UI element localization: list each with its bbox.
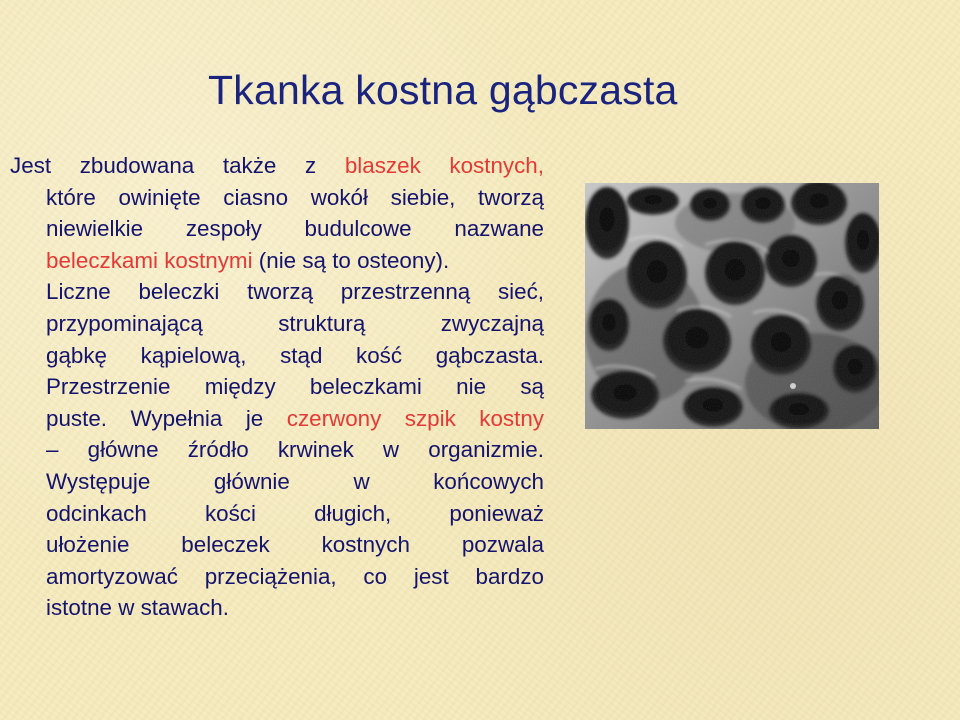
text-line: Liczne beleczki tworzą przestrzenną sieć, bbox=[46, 279, 544, 305]
highlight-czerwony-szpik: czerwony szpik kostny bbox=[286, 405, 544, 431]
text-line bbox=[10, 245, 544, 277]
text-line: przypominającą strukturą zwyczajną bbox=[46, 310, 544, 336]
bone-trabeculae-image bbox=[585, 183, 879, 429]
body-paragraph bbox=[10, 150, 544, 624]
text-line: ułożenie beleczek kostnych pozwala bbox=[46, 532, 544, 558]
highlight-beleczkami-kostnymi: beleczkami kostnymi bbox=[46, 247, 253, 273]
text-line: Przestrzenie między beleczkami nie są bbox=[46, 374, 544, 400]
text-line: amortyzować przeciążenia, co jest bardzo bbox=[46, 563, 544, 589]
text-line: niewielkie zespoły budulcowe nazwane bbox=[46, 216, 544, 242]
text-line: istotne w stawach. bbox=[46, 595, 229, 621]
spongy-bone-micrograph bbox=[585, 183, 879, 429]
text-line: – główne źródło krwinek w organizmie. bbox=[46, 437, 544, 463]
text-line bbox=[10, 150, 544, 182]
text-run: (nie są to osteony). bbox=[252, 247, 450, 273]
text-run: puste. Wypełnia je bbox=[46, 405, 287, 431]
text-line: które owinięte ciasno wokół siebie, tworzą bbox=[46, 184, 544, 210]
slide-title: Tkanka kostna gąbczasta bbox=[208, 67, 678, 113]
text-line: Występuje głównie w końcowych bbox=[46, 468, 544, 494]
text-line: odcinkach kości długich, ponieważ bbox=[46, 500, 544, 526]
highlight-blaszek-kostnych: blaszek kostnych, bbox=[344, 153, 544, 178]
text-line bbox=[10, 403, 544, 435]
text-run: Jest zbudowana także z bbox=[10, 153, 345, 178]
text-line: gąbkę kąpielową, stąd kość gąbczasta. bbox=[46, 342, 544, 368]
